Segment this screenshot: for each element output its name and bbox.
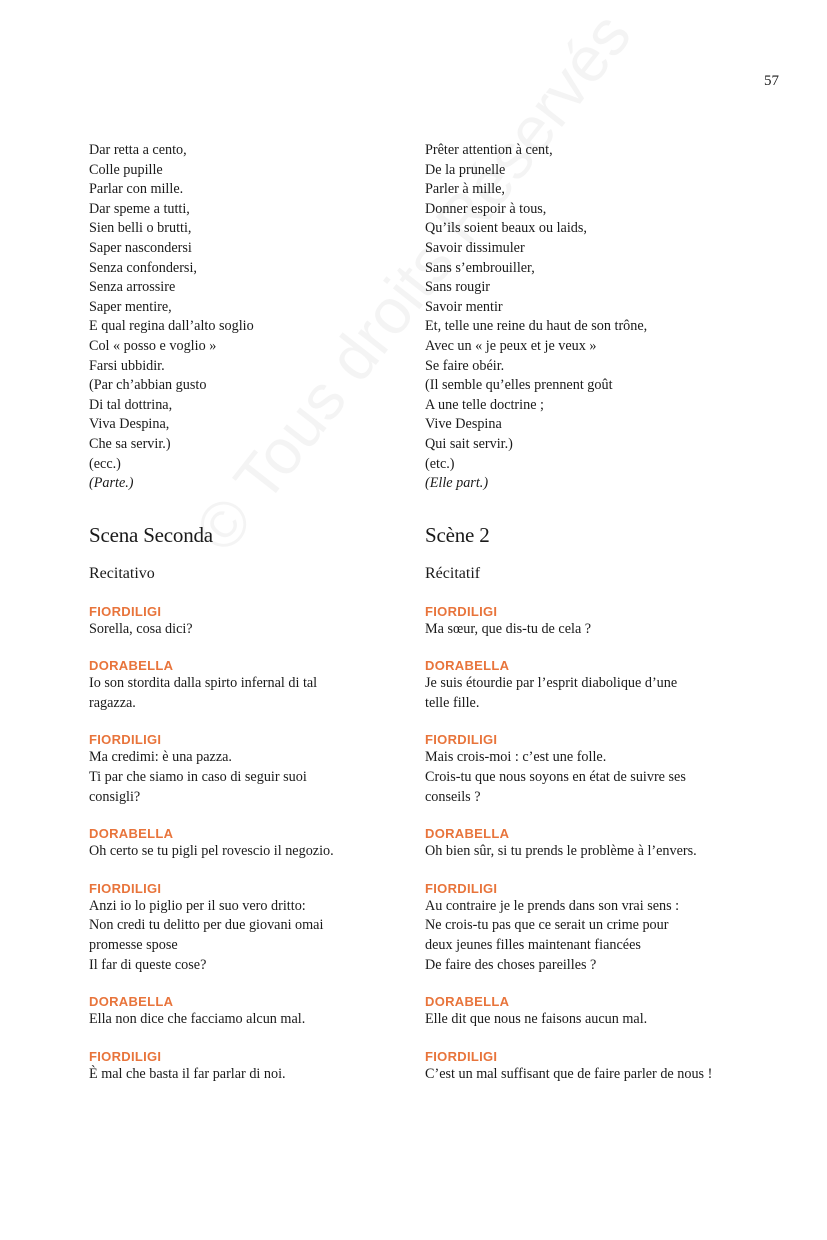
italian-dialogue	[89, 603, 429, 1085]
verse-line: (ecc.)	[89, 455, 121, 472]
verse-line: (Parte.)	[89, 475, 134, 492]
dialogue-exchange	[425, 993, 765, 1030]
dialogue-line: Io son stordita dalla spirto infernal di tal	[89, 675, 318, 692]
verse-line: Qu’ils soient beaux ou laids,	[425, 220, 587, 237]
dialogue-exchange	[425, 657, 765, 713]
speaker-name: FIORDILIGI	[425, 603, 498, 619]
dialogue-exchange	[89, 1048, 429, 1085]
verse-line: (Elle part.)	[425, 475, 489, 492]
verse-line: Dar retta a cento,	[89, 142, 187, 158]
verse-line: Col « posso e voglio »	[89, 337, 217, 354]
dialogue-line: Mais crois-moi : c’est une folle.	[425, 749, 607, 766]
verse-line: Saper nascondersi	[89, 239, 192, 256]
dialogue-line: telle fille.	[425, 694, 480, 711]
speaker-name: DORABELLA	[425, 994, 510, 1010]
dialogue-line: Crois-tu que nous soyons en état de suivre ses	[425, 769, 686, 786]
verse-line: Sien belli o brutti,	[89, 220, 192, 237]
dialogue-exchange	[89, 880, 429, 975]
verse-line: Se faire obéir.	[425, 357, 505, 374]
verse-line: Saper mentire,	[89, 298, 172, 315]
italian-column	[89, 141, 429, 1084]
verse-line: Dar speme a tutti,	[89, 200, 190, 217]
verse-line: (Par ch’abbian gusto	[89, 377, 207, 394]
speaker-name: FIORDILIGI	[425, 732, 498, 748]
dialogue-line: consigli?	[89, 788, 141, 805]
dialogue-line: Non credi tu delitto per due giovani omai	[89, 917, 324, 934]
dialogue-line: Ma credimi: è una pazza.	[89, 749, 232, 766]
verse-line: Colle pupille	[89, 161, 163, 178]
verse-line: Avec un « je peux et je veux »	[425, 337, 597, 354]
speaker-name: FIORDILIGI	[89, 880, 162, 896]
verse-line: (Il semble qu’elles prennent goût	[425, 377, 613, 394]
speaker-name: FIORDILIGI	[89, 603, 162, 619]
dialogue-line: Oh certo se tu pigli pel rovescio il negozio.	[89, 843, 334, 860]
dialogue-exchange	[89, 657, 429, 713]
verse-line: Viva Despina,	[89, 416, 170, 433]
verse-line: Savoir dissimuler	[425, 239, 525, 256]
dialogue-line: Ti par che siamo in caso di seguir suoi	[89, 769, 307, 786]
dialogue-exchange	[425, 603, 765, 640]
dialogue-line: Ella non dice che facciamo alcun mal.	[89, 1011, 306, 1028]
page-number: 57	[764, 73, 779, 89]
verse-line: Senza arrossire	[89, 279, 176, 296]
verse-line: De la prunelle	[425, 161, 506, 178]
verse-line: Qui sait servir.)	[425, 435, 513, 452]
verse-line: Et, telle une reine du haut de son trône,	[425, 318, 648, 335]
italian-verse	[89, 141, 429, 494]
dialogue-line: promesse spose	[89, 937, 178, 954]
verse-line: Che sa servir.)	[89, 435, 171, 452]
dialogue-line: Oh bien sûr, si tu prends le problème à l’envers.	[425, 843, 697, 860]
verse-line: Di tal dottrina,	[89, 396, 173, 413]
verse-line: Vive Despina	[425, 416, 502, 433]
french-scene-title: Scène 2	[425, 522, 490, 547]
speaker-name: DORABELLA	[89, 658, 174, 674]
verse-line: Sans s’embrouiller,	[425, 259, 535, 276]
dialogue-exchange	[425, 1048, 765, 1085]
dialogue-line: Ma sœur, que dis-tu de cela ?	[425, 620, 592, 637]
dialogue-exchange	[89, 993, 429, 1030]
verse-line: Farsi ubbidir.	[89, 357, 165, 374]
speaker-name: DORABELLA	[425, 658, 510, 674]
italian-recit-heading: Recitativo	[89, 564, 155, 582]
dialogue-line: deux jeunes filles maintenant fiancées	[425, 937, 641, 954]
dialogue-exchange	[425, 825, 765, 862]
dialogue-line: Au contraire je le prends dans son vrai sens :	[425, 897, 680, 914]
speaker-name: FIORDILIGI	[89, 732, 162, 748]
french-column	[425, 141, 765, 1084]
dialogue-line: Je suis étourdie par l’esprit diabolique d’une	[425, 675, 678, 692]
french-recit-heading: Récitatif	[425, 564, 481, 582]
dialogue-exchange	[89, 603, 429, 640]
dialogue-line: È mal che basta il far parlar di noi.	[89, 1065, 286, 1082]
verse-line: E qual regina dall’alto soglio	[89, 318, 254, 335]
dialogue-exchange	[89, 731, 429, 807]
french-verse	[425, 141, 765, 494]
verse-line: A une telle doctrine ;	[425, 396, 544, 413]
speaker-name: DORABELLA	[89, 994, 174, 1010]
dialogue-exchange	[89, 825, 429, 862]
verse-line: Donner espoir à tous,	[425, 200, 547, 217]
verse-line: (etc.)	[425, 455, 455, 472]
dialogue-line: Sorella, cosa dici?	[89, 620, 193, 637]
speaker-name: DORABELLA	[425, 826, 510, 842]
verse-line: Parler à mille,	[425, 181, 505, 198]
verse-line: Parlar con mille.	[89, 181, 184, 198]
speaker-name: DORABELLA	[89, 826, 174, 842]
dialogue-line: Ne crois-tu pas que ce serait un crime pour	[425, 917, 669, 934]
speaker-name: FIORDILIGI	[89, 1048, 162, 1064]
dialogue-line: conseils ?	[425, 788, 481, 805]
dialogue-line: Il far di queste cose?	[89, 956, 207, 973]
dialogue-line: Elle dit que nous ne faisons aucun mal.	[425, 1011, 648, 1028]
verse-line: Prêter attention à cent,	[425, 142, 553, 158]
dialogue-line: De faire des choses pareilles ?	[425, 956, 597, 973]
dialogue-exchange	[425, 880, 765, 975]
verse-line: Savoir mentir	[425, 298, 503, 315]
dialogue-line: C’est un mal suffisant que de faire parler de nous !	[425, 1065, 713, 1082]
french-dialogue	[425, 603, 765, 1085]
italian-scene-title: Scena Seconda	[89, 522, 213, 547]
speaker-name: FIORDILIGI	[425, 1048, 498, 1064]
dialogue-exchange	[425, 731, 765, 807]
dialogue-line: ragazza.	[89, 694, 136, 711]
speaker-name: FIORDILIGI	[425, 880, 498, 896]
verse-line: Senza confondersi,	[89, 259, 197, 276]
dialogue-line: Anzi io lo piglio per il suo vero dritto:	[89, 897, 306, 914]
verse-line: Sans rougir	[425, 279, 491, 296]
